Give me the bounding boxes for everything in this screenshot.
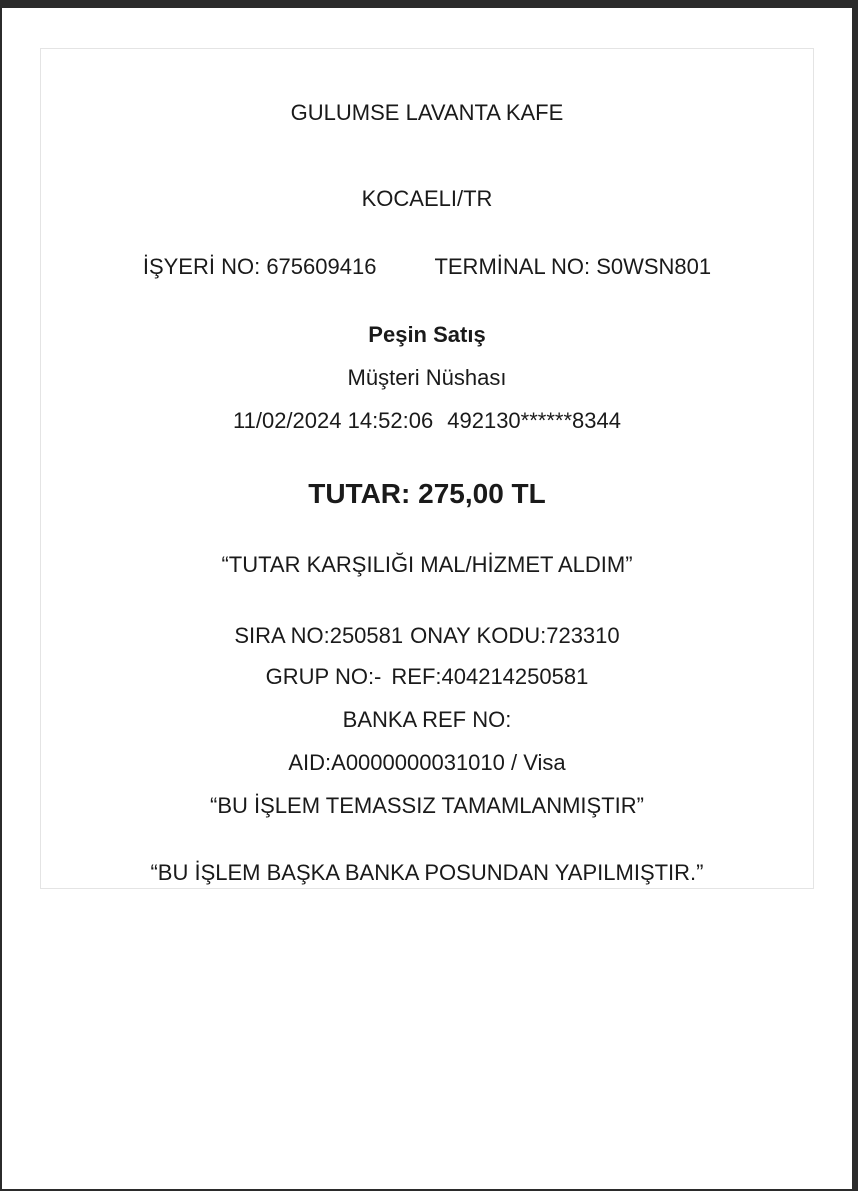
transaction-datetime: 11/02/2024 14:52:06 <box>233 408 434 433</box>
copy-type: Müşteri Nüshası <box>347 365 507 390</box>
transaction-type: Peşin Satış <box>368 322 486 347</box>
sequence-number: SIRA NO:250581 <box>234 623 404 648</box>
contactless-note: “BU İŞLEM TEMASSIZ TAMAMLANMIŞTIR” <box>210 793 644 818</box>
merchant-terminal-row <box>41 253 813 281</box>
aid-card-brand: AID:A0000000031010 / Visa <box>288 750 566 775</box>
group-ref-row <box>41 663 813 691</box>
sequence-approval-row <box>41 622 813 650</box>
pos-receipt <box>40 48 814 889</box>
datetime-card-row <box>41 407 813 435</box>
other-bank-note: “BU İŞLEM BAŞKA BANKA POSUNDAN YAPILMIŞTIR.” <box>150 860 704 885</box>
merchant-location: KOCAELI/TR <box>361 186 493 211</box>
bank-reference: BANKA REF NO: <box>342 707 512 732</box>
document-page <box>2 8 852 1189</box>
merchant-name: GULUMSE LAVANTA KAFE <box>290 100 564 125</box>
group-number: GRUP NO:- <box>265 664 382 689</box>
transaction-amount: TUTAR: 275,00 TL <box>308 478 546 509</box>
approval-code: ONAY KODU:723310 <box>410 623 620 648</box>
terminal-number: TERMİNAL NO: S0WSN801 <box>434 254 712 279</box>
reference-number: REF:404214250581 <box>391 664 589 689</box>
merchant-number: İŞYERİ NO: 675609416 <box>142 254 377 279</box>
acknowledgement-text: “TUTAR KARŞILIĞI MAL/HİZMET ALDIM” <box>221 552 633 577</box>
card-number: 492130******8344 <box>447 408 621 433</box>
